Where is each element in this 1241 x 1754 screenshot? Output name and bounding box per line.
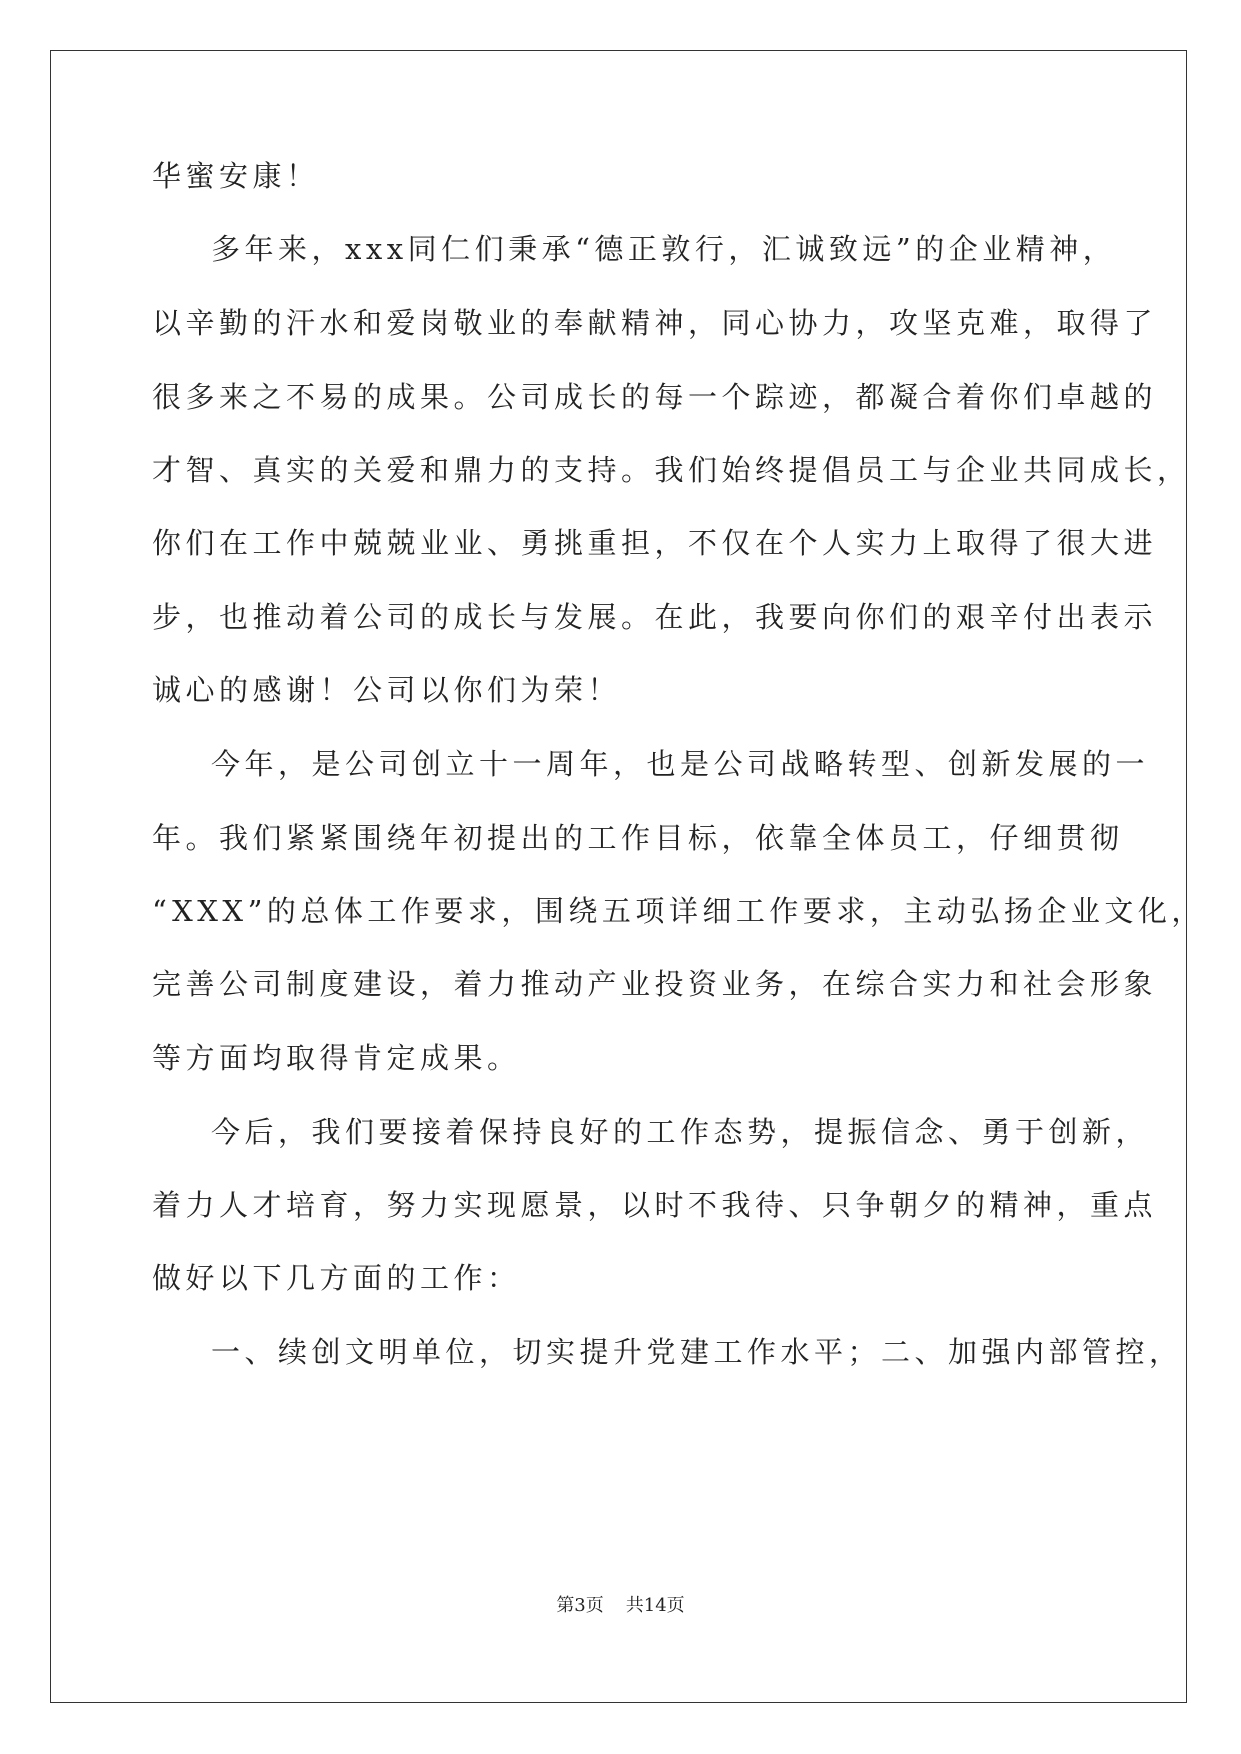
text-line: 华蜜安康！ xyxy=(152,159,320,193)
text-line: 做好以下几方面的工作： xyxy=(152,1261,521,1295)
page-footer xyxy=(0,1594,1241,1618)
text-line: 年。我们紧紧围绕年初提出的工作目标，依靠全体员工，仔细贯彻 xyxy=(152,821,1124,855)
text-line: 步，也推动着公司的成长与发展。在此，我要向你们的艰辛付出表示 xyxy=(152,600,1158,634)
text-line: 完善公司制度建设，着力推动产业投资业务，在综合实力和社会形象 xyxy=(152,967,1158,1001)
page-border xyxy=(50,50,1187,1703)
page-number: 第3页 xyxy=(556,1595,604,1616)
text-line: “XXX”的总体工作要求，围绕五项详细工作要求，主动弘扬企业文化， xyxy=(152,894,1205,928)
text-line: 多年来，xxx同仁们秉承“德正敦行，汇诚致远”的企业精神， xyxy=(211,232,1117,266)
text-line: 很多来之不易的成果。公司成长的每一个踪迹，都凝合着你们卓越的 xyxy=(152,380,1158,414)
text-line: 等方面均取得肯定成果。 xyxy=(152,1041,521,1075)
text-line: 才智、真实的关爱和鼎力的支持。我们始终提倡员工与企业共同成长， xyxy=(152,453,1191,487)
text-line: 一、续创文明单位，切实提升党建工作水平；二、加强内部管控， xyxy=(211,1335,1183,1369)
text-line: 诚心的感谢！公司以你们为荣！ xyxy=(152,673,622,707)
text-line: 着力人才培育，努力实现愿景，以时不我待、只争朝夕的精神，重点 xyxy=(152,1188,1158,1222)
text-line: 今年，是公司创立十一周年，也是公司战略转型、创新发展的一 xyxy=(211,747,1150,781)
page-total: 共14页 xyxy=(625,1595,685,1616)
text-line: 以辛勤的汗水和爱岗敬业的奉献精神，同心协力，攻坚克难，取得了 xyxy=(152,306,1158,340)
text-line: 你们在工作中兢兢业业、勇挑重担，不仅在个人实力上取得了很大进 xyxy=(152,526,1158,560)
text-line: 今后，我们要接着保持良好的工作态势，提振信念、勇于创新， xyxy=(211,1115,1150,1149)
